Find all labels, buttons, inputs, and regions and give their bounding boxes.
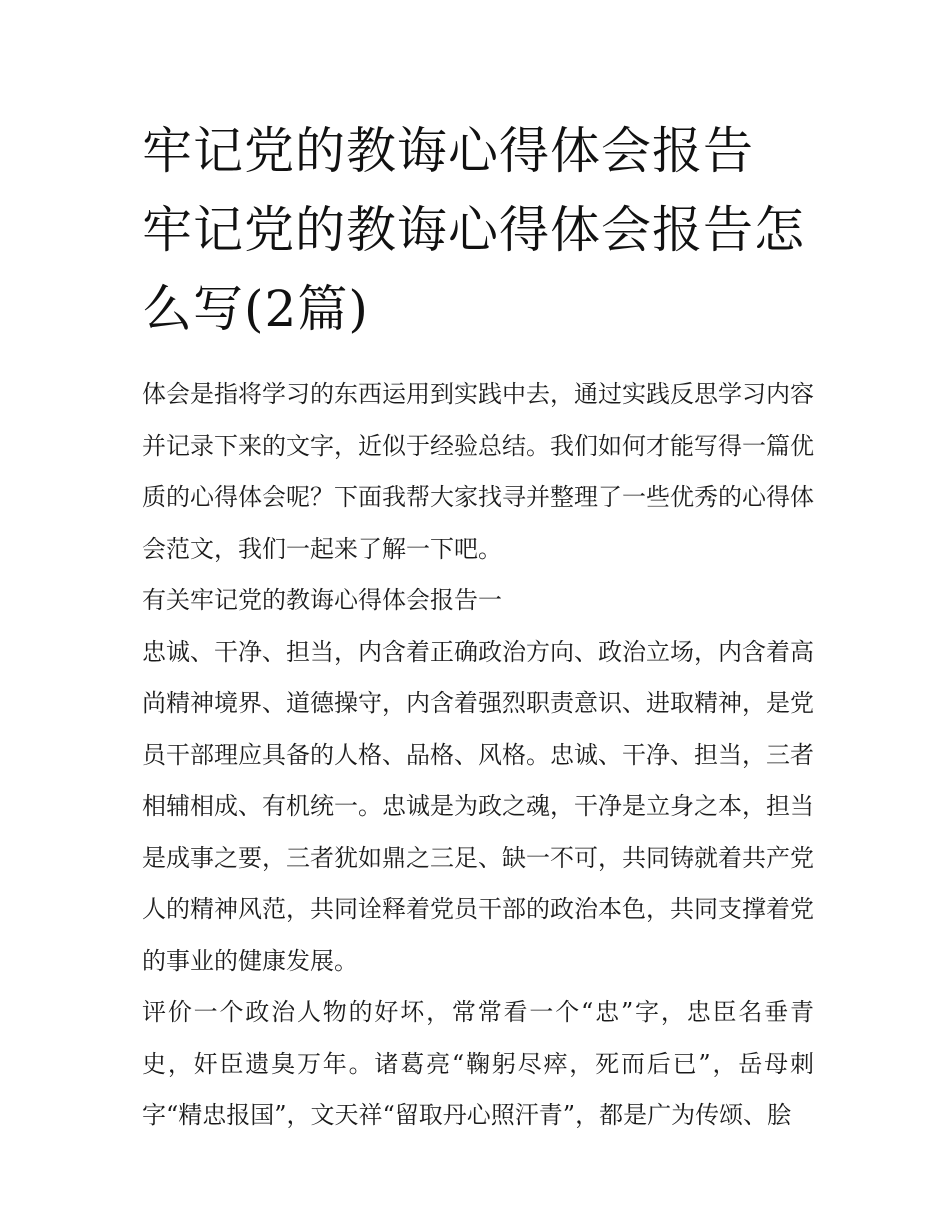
document-title: 牢记党的教诲心得体会报告 牢记党的教诲心得体会报告怎么写(2篇) — [142, 122, 805, 338]
document-page — [142, 112, 814, 1142]
body-paragraph: 评价一个政治人物的好坏，常常看一个“忠”字，忠臣名垂青史，奸臣遗臭万年。诸葛亮“鞠躬尽瘁，死而后已”，岳母刺字“精忠报国”，文天祥“留取丹心照汗青”，都是广为传颂、脍 — [142, 998, 814, 1129]
document-body — [142, 369, 814, 1142]
intro-paragraph: 体会是指将学习的东西运用到实践中去，通过实践反思学习内容并记录下来的文字，近似于经验总结。我们如何才能写得一篇优质的心得体会呢？下面我帮大家找寻并整理了一些优秀的心得体会范文，我们一起来了解一下吧。 — [142, 380, 814, 563]
body-paragraph: 忠诚、干净、担当，内含着正确政治方向、政治立场，内含着高尚精神境界、道德操守，内含着强烈职责意识、进取精神，是党员干部理应具备的人格、品格、风格。忠诚、干净、担当，三者相辅相成、有机统一。忠诚是为政之魂，干净是立身之本，担当是成事之要，三者犹如鼎之三足、缺一不可，共同铸就着共产党人的精神风范，共同诠释着党员干部的政治本色，共同支撑着党的事业的健康发展。 — [142, 637, 814, 975]
section-heading: 有关牢记党的教诲心得体会报告一 — [142, 586, 502, 614]
